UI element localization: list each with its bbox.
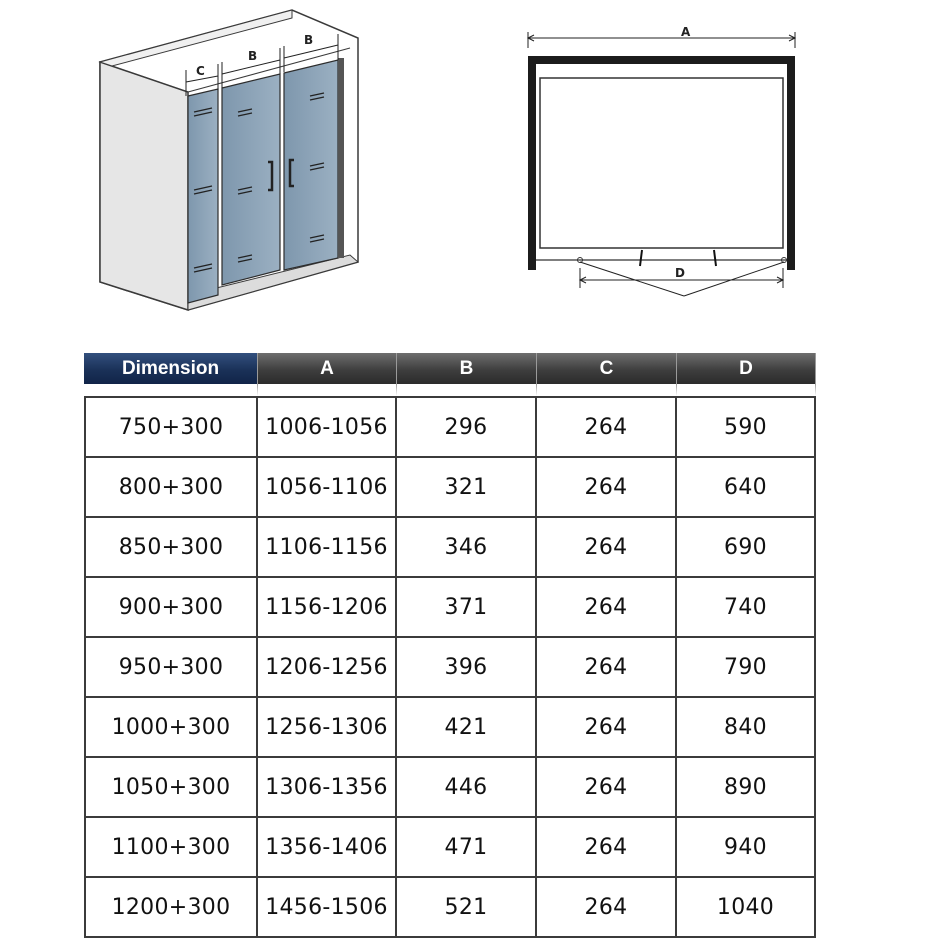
cell-c: 264: [537, 396, 677, 458]
cell-b: 521: [397, 878, 537, 938]
cell-dimension: 1050+300: [84, 758, 258, 818]
cell-dimension: 1100+300: [84, 818, 258, 878]
table-row: [84, 396, 816, 458]
cell-dimension: 850+300: [84, 518, 258, 578]
table-header-row: [84, 353, 816, 396]
dimension-table: [84, 353, 816, 938]
header-d: D: [677, 353, 816, 396]
cell-b: 321: [397, 458, 537, 518]
handles-plan: [640, 250, 716, 266]
cell-d: 740: [677, 578, 816, 638]
cell-b: 421: [397, 698, 537, 758]
diagrams-area: [0, 0, 940, 330]
cell-dimension: 1000+300: [84, 698, 258, 758]
cell-dimension: 950+300: [84, 638, 258, 698]
cell-a: 1356-1406: [258, 818, 397, 878]
table-row: [84, 458, 816, 518]
cell-dimension: 900+300: [84, 578, 258, 638]
cell-a: 1006-1056: [258, 396, 397, 458]
door-panel-right: [284, 60, 338, 270]
table-row: [84, 638, 816, 698]
table-row: [84, 578, 816, 638]
dimension-a: [528, 32, 795, 48]
table-row: [84, 818, 816, 878]
cell-d: 790: [677, 638, 816, 698]
cell-a: 1056-1106: [258, 458, 397, 518]
cell-c: 264: [537, 818, 677, 878]
cell-d: 640: [677, 458, 816, 518]
table-row: [84, 878, 816, 938]
cell-d: 940: [677, 818, 816, 878]
label-b-left: B: [248, 49, 258, 63]
cell-d: 590: [677, 396, 816, 458]
cell-d: 1040: [677, 878, 816, 938]
cell-c: 264: [537, 458, 677, 518]
cell-d: 690: [677, 518, 816, 578]
table-row: [84, 698, 816, 758]
header-c: C: [537, 353, 677, 396]
cell-c: 264: [537, 578, 677, 638]
back-wall: [528, 56, 795, 64]
cell-b: 471: [397, 818, 537, 878]
wall-profile: [338, 58, 344, 258]
right-wall-plan: [787, 56, 795, 270]
shower-tray: [540, 78, 783, 248]
label-a: A: [681, 25, 691, 39]
enclosure-3d-diagram: [100, 10, 358, 310]
cell-d: 890: [677, 758, 816, 818]
table-row: [84, 758, 816, 818]
left-wall: [100, 62, 188, 310]
label-b-right: B: [304, 33, 314, 47]
cell-b: 396: [397, 638, 537, 698]
cell-a: 1156-1206: [258, 578, 397, 638]
cell-c: 264: [537, 758, 677, 818]
cell-dimension: 800+300: [84, 458, 258, 518]
cell-dimension: 750+300: [84, 396, 258, 458]
label-d: D: [675, 266, 685, 280]
cell-b: 371: [397, 578, 537, 638]
cell-b: 346: [397, 518, 537, 578]
label-c: C: [196, 64, 205, 78]
cell-c: 264: [537, 698, 677, 758]
cell-a: 1256-1306: [258, 698, 397, 758]
diagram-svg: [0, 0, 940, 330]
left-wall-plan: [528, 56, 536, 270]
header-dimension: Dimension: [84, 353, 258, 396]
header-b: B: [397, 353, 537, 396]
cell-b: 296: [397, 396, 537, 458]
header-a: A: [258, 353, 397, 396]
cell-a: 1206-1256: [258, 638, 397, 698]
fixed-panel-c: [188, 89, 218, 303]
cell-c: 264: [537, 638, 677, 698]
cell-dimension: 1200+300: [84, 878, 258, 938]
cell-a: 1306-1356: [258, 758, 397, 818]
cell-c: 264: [537, 518, 677, 578]
plan-view-diagram: [528, 25, 795, 296]
table-row: [84, 518, 816, 578]
cell-d: 840: [677, 698, 816, 758]
cell-c: 264: [537, 878, 677, 938]
cell-b: 446: [397, 758, 537, 818]
cell-a: 1456-1506: [258, 878, 397, 938]
cell-a: 1106-1156: [258, 518, 397, 578]
